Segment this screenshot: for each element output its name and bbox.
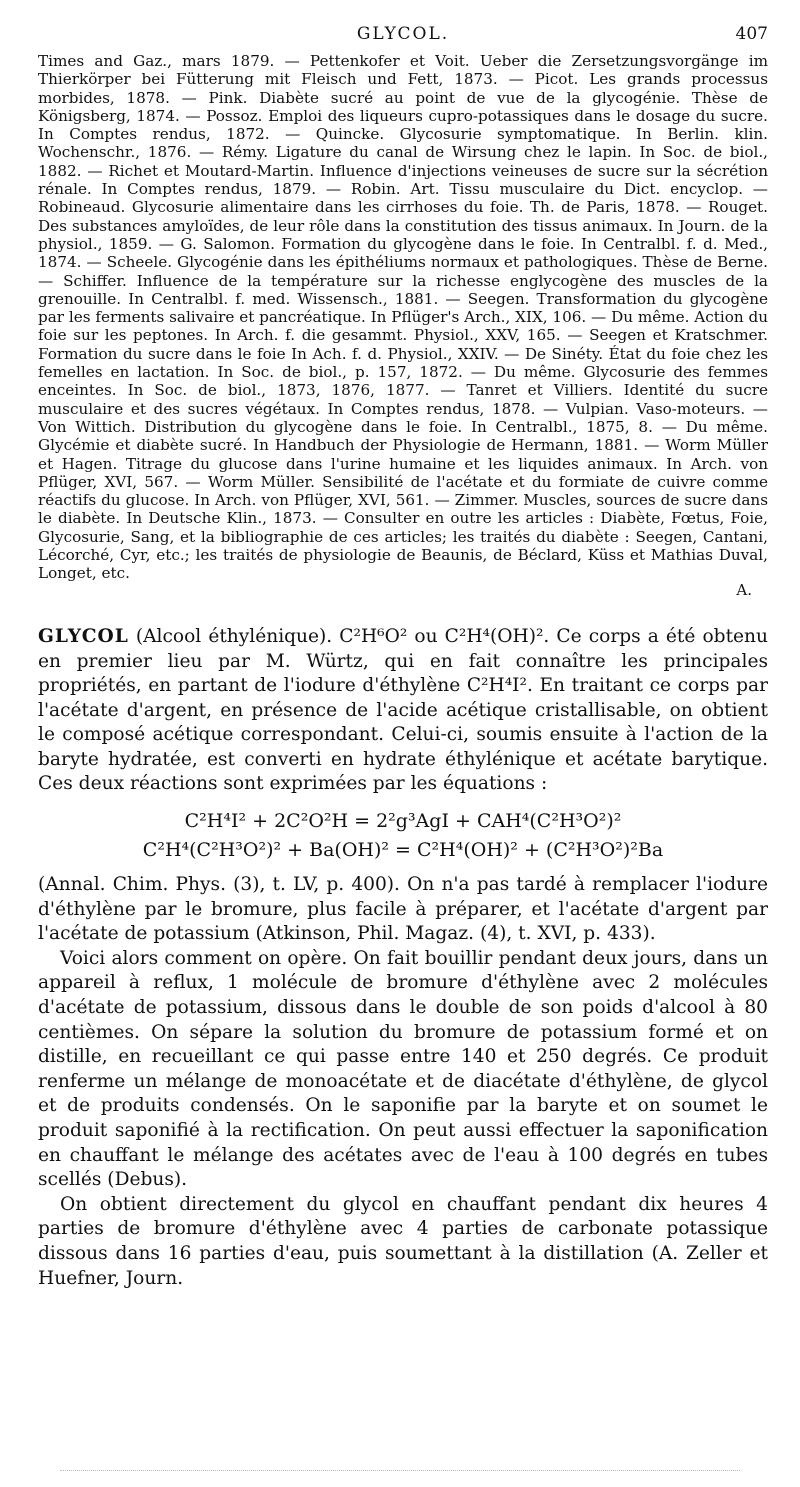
equation-block xyxy=(38,807,768,865)
equation-2: C²H⁴(C²H³O²)² + Ba(OH)² = C²H⁴(OH)² + (C²H³O²)²Ba xyxy=(142,839,664,862)
bibliography-block xyxy=(38,52,768,599)
paragraph-2: (Annal. Chim. Phys. (3), t. LV, p. 400). On n'a pas tardé à remplacer l'iodure d'éthylène par le bromure, plus facile à préparer, et l'acétate d'argent par l'acétate de potassium (Atkinson, Phil. Magaz. (4), t. XVI, p. 433). xyxy=(38,874,768,945)
bibliography-text: Times and Gaz., mars 1879. — Pettenkofer et Voit. Ueber die Zersetzungsvorgänge im Thierkörper bei Fütterung mit Fleisch und Fett, 1873. — Picot. Les grands processus morbides, 1878. — Pink. Diabète sucré au point de vue de la glycogénie. Thèse de Königsberg, 1874. — Possoz. Emploi des liqueurs cupro-potassiques dans le dosage du sucre. In Comptes rendus, 1872. — Quincke. Glycosurie symptomatique. In Berlin. klin. Wochenschr., 1876. — Rémy. Ligature du canal de Wirsung chez le lapin. In Soc. de biol., 1882. — Richet et Moutard-Martin. Influence d'injections veineuses de sucre sur la sécrétion rénale. In Comptes rendus, 1879. — Robin. Art. Tissu musculaire du Dict. encyclop. — Robineaud. Glycosurie alimentaire dans les cirrhoses du foie. Th. de Paris, 1878. — Rouget. Des substances amyloïdes, de leur rôle dans la constitution des tissus animaux. In Journ. de la physiol., 1859. — G. Salomon. Formation du glycogène dans le foie. In Centralbl. f. d. Med., 1874. — Scheele. Glycogénie dans les épithéliums normaux et pathologiques. Thèse de Berne. — Schiffer. Influence de la température sur la richesse englycogène des muscles de la grenouille. In Centralbl. f. med. Wissensch., 1881. — Seegen. Transformation du glycogène par les ferments salivaire et pancréatique. In Pflüger's Arch., XIX, 106. — Du même. Action du foie sur les peptones. In Arch. f. die gesammt. Physiol., XXV, 165. — Seegen et Kratschmer. Formation du sucre dans le foie In Ach. f. d. Physiol., XXIV. — De Sinéty. État du foie chez les femelles en lactation. In Soc. de biol., p. 157, 1872. — Du même. Glycosurie des femmes enceintes. In Soc. de biol., 1873, 1876, 1877. — Tanret et Villiers. Identité du sucre musculaire et des sucres végétaux. In Comptes rendus, 1878. — Vulpian. Vaso-moteurs. — Von Wittich. Distribution du glycogène dans le foie. In Centralbl., 1875, 8. — Du même. Glycémie et diabète sucré. In Handbuch der Physiologie de Hermann, 1881. — Worm Müller et Hagen. Titrage du glucose dans l'urine humaine et les liquides animaux. In Arch. von Pflüger, XVI, 567. — Worm Müller. Sensibilité de l'acétate et du formiate de cuivre comme réactifs du glucose. In Arch. von Pflüger, XVI, 561. — Zimmer. Muscles, sources de sucre dans le diabète. In Deutsche Klin., 1873. — Consulter en outre les articles : Diabète, Fœtus, Foie, Glycosurie, Sang, et la bibliographie de ces articles; les traités du diabète : Seegen, Cantani, Lécorché, Cyr, etc.; les traités de physiologie de Beaunis, de Béclard, Küss et Mathias Duval, Longet, etc. xyxy=(38,52,768,583)
running-header xyxy=(38,22,768,50)
page xyxy=(38,22,768,1291)
page-number: 407 xyxy=(735,24,768,44)
paragraph-1: (Alcool éthylénique). C²H⁶O² ou C²H⁴(OH)². Ce corps a été obtenu en premier lieu par M. Würtz, qui en fait connaître les principales propriétés, en partant de l'iodure d'éthylène C²H⁴I². En traitant ce corps par l'acétate d'argent, en présence de l'acide acétique cristallisable, on obtient le composé acétique correspondant. Celui-ci, soumis ensuite à l'action de la baryte hydratée, est converti en hydrate éthylénique et acétate barytique. Ces deux réactions sont exprimées par les équations : xyxy=(38,625,768,795)
paragraph-4: On obtient directement du glycol en chauffant pendant dix heures 4 parties de bromure d'éthylène avec 4 parties de carbonate potassique dissous dans 16 parties d'eau, puis soumettant à la distillation (A. Zeller et Huefner, Journ. xyxy=(38,1193,768,1289)
bleed-through-line xyxy=(60,1470,740,1472)
equation-1: C²H⁴I² + 2C²O²H = 2²g³AgI + CAH⁴(C²H³O²)² xyxy=(184,810,622,833)
article-body xyxy=(38,625,768,1291)
running-title: GLYCOL. xyxy=(356,24,450,44)
article-headword: GLYCOL xyxy=(38,625,129,647)
paragraph-3: Voici alors comment on opère. On fait bouillir pendant deux jours, dans un appareil à reflux, 1 molécule de bromure d'éthylène avec 2 molécules d'acétate de potassium, dissous dans le double de son poids d'alcool à 80 centièmes. On sépare la solution du bromure de potassium formé et on distille, en recueillant ce qui passe entre 140 et 250 degrés. Ce produit renferme un mélange de monoacétate et de diacétate d'éthylène, de glycol et de produits condensés. On le saponifie par la baryte et on soumet le produit saponifié à la rectification. On peut aussi effectuer la saponification en chauffant le mélange des acétates avec de l'eau à 100 degrés en tubes scellés (Debus). xyxy=(38,947,768,1191)
author-signature: A. xyxy=(736,580,752,599)
article-intro xyxy=(38,625,768,797)
